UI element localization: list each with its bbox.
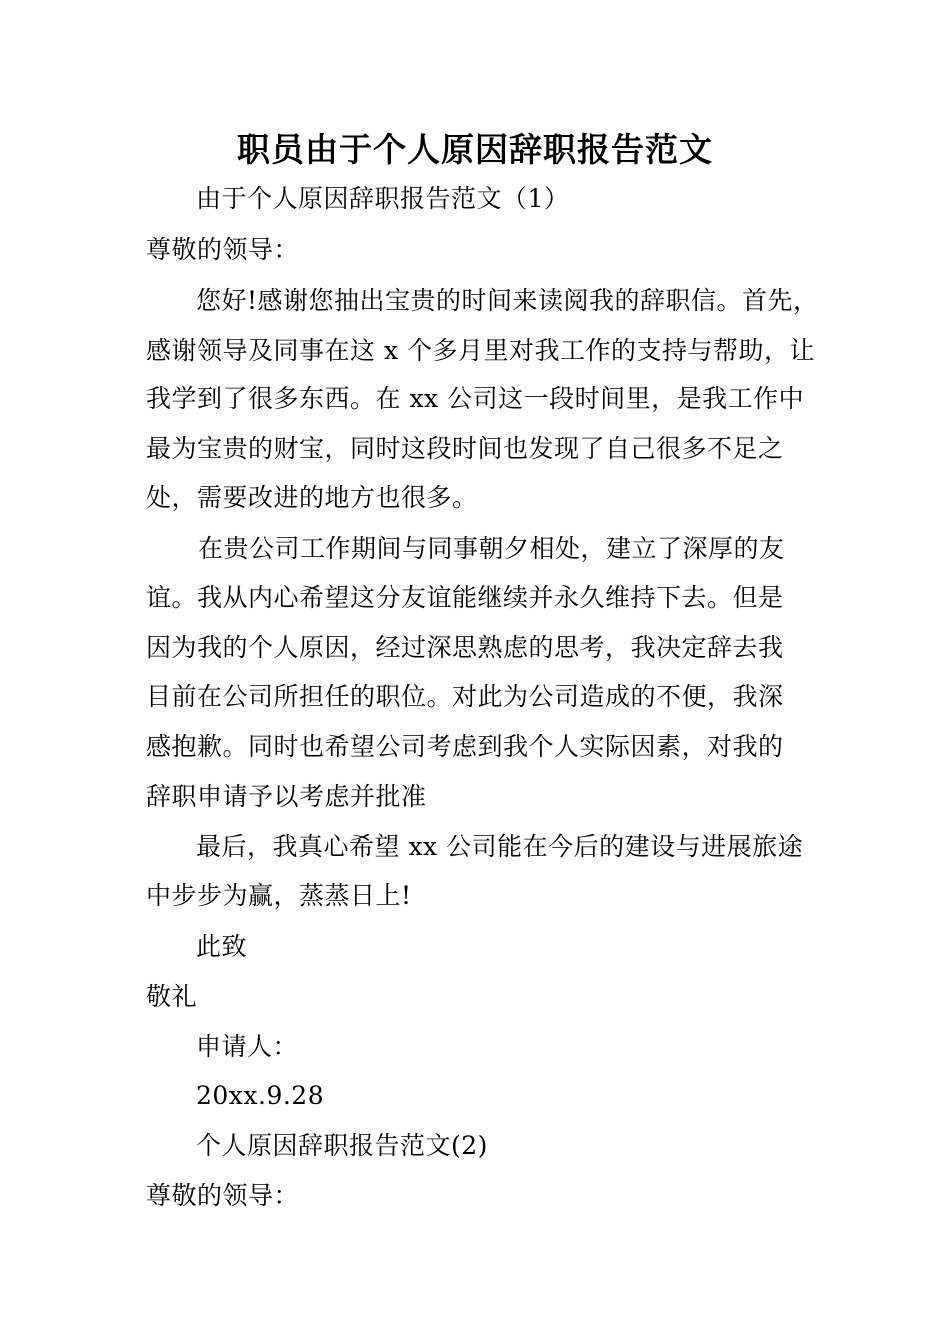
paragraph-line: 最为宝贵的财宝，同时这段时间也发现了自己很多不足之: [146, 434, 784, 463]
paragraph-line: 您好!感谢您抽出宝贵的时间来读阅我的辞职信。首先，: [196, 286, 819, 315]
closing-line: 敬礼: [146, 982, 198, 1011]
paragraph-line: 处，需要改进的地方也很多。: [146, 483, 478, 512]
section-heading-1: 由于个人原因辞职报告范文（1）: [196, 184, 570, 213]
applicant-label: 申请人：: [196, 1032, 299, 1061]
section-heading-2: 个人原因辞职报告范文(2): [196, 1131, 488, 1160]
paragraph-line: 在贵公司工作期间与同事朝夕相处，建立了深厚的友: [198, 534, 785, 563]
salutation: 尊敬的领导：: [146, 1181, 300, 1210]
paragraph-line: 目前在公司所担任的职位。对此为公司造成的不便，我深: [146, 682, 784, 711]
salutation: 尊敬的领导：: [146, 235, 300, 264]
paragraph-line: 最后，我真心希望 xx 公司能在今后的建设与进展旅途: [196, 832, 804, 861]
document-title: 职员由于个人原因辞职报告范文: [237, 130, 713, 169]
paragraph-line: 辞职申请予以考虑并批准: [146, 782, 427, 811]
paragraph-line: 感谢领导及同事在这 x 个多月里对我工作的支持与帮助，让: [146, 336, 815, 365]
date-line: 20xx.9.28: [196, 1081, 325, 1110]
paragraph-line: 感抱歉。同时也希望公司考虑到我个人实际因素，对我的: [146, 732, 784, 761]
paragraph-line: 谊。我从内心希望这分友谊能继续并永久维持下去。但是: [146, 583, 784, 612]
paragraph-line: 因为我的个人原因，经过深思熟虑的思考，我决定辞去我: [146, 633, 784, 662]
paragraph-line: 我学到了很多东西。在 xx 公司这一段时间里，是我工作中: [146, 384, 805, 413]
closing-line: 此致: [196, 932, 248, 961]
paragraph-line: 中步步为赢，蒸蒸日上!: [146, 881, 412, 910]
